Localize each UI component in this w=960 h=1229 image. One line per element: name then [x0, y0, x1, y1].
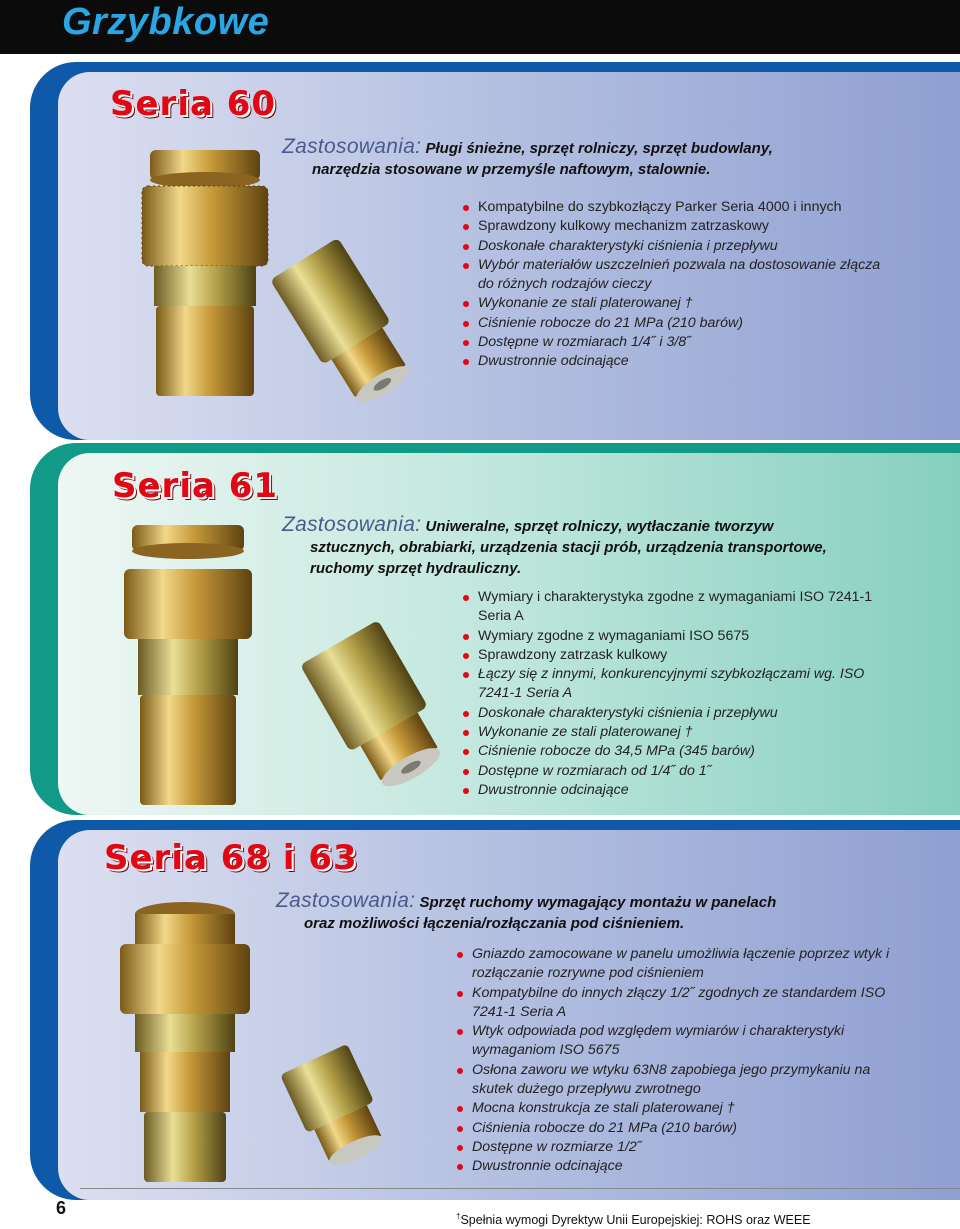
list-item: Sprawdzony kulkowy mechanizm zatrzaskowy: [462, 217, 892, 236]
list-item: Mocna konstrukcja ze stali platerowanej †: [456, 1099, 896, 1118]
list-item: Gniazdo zamocowane w panelu umożliwia łączenie poprzez wtyk i rozłączanie rozrywne pod ciśnieniem: [456, 945, 896, 984]
feature-list: [462, 198, 892, 372]
list-item: Dostępne w rozmiarach 1/4˝ i 3/8˝: [462, 333, 892, 352]
footer-divider: [80, 1188, 960, 1189]
feature-list: [456, 945, 896, 1177]
applications-line: Sprzęt ruchomy wymagający montażu w panelach: [419, 894, 777, 911]
applications-label: Zastosowania:: [282, 513, 422, 536]
list-item: Wtyk odpowiada pod względem wymiarów i charakterystyki wymaganiom ISO 5675: [456, 1022, 896, 1061]
list-item: Dostępne w rozmiarze 1/2˝: [456, 1138, 896, 1157]
section-title: Seria 68 i 63: [104, 838, 358, 878]
list-item: Kompatybilne do szybkozłączy Parker Seria 4000 i innych: [462, 198, 892, 217]
applications-line: Pługi śnieżne, sprzęt rolniczy, sprzęt budowlany,: [425, 140, 773, 157]
feature-list: [462, 588, 882, 800]
list-item: Sprawdzony zatrzask kulkowy: [462, 646, 882, 665]
list-item: Doskonałe charakterystyki ciśnienia i przepływu: [462, 237, 892, 256]
footnote-text: Spełnia wymogi Dyrektyw Unii Europejskiej: ROHS oraz WEEE: [460, 1213, 811, 1228]
page-header: [0, 0, 960, 54]
list-item: Wymiary zgodne z wymaganiami ISO 5675: [462, 627, 882, 646]
list-item: Wymiary i charakterystyka zgodne z wymaganiami ISO 7241-1 Seria A: [462, 588, 882, 627]
applications-line: sztucznych, obrabiarki, urządzenia stacji prób, urządzenia transportowe,: [310, 539, 827, 556]
list-item: Kompatybilne do innych złączy 1/2˝ zgodnych ze standardem ISO 7241-1 Seria A: [456, 984, 896, 1023]
list-item: Dwustronnie odcinające: [462, 352, 892, 371]
list-item: Dostępne w rozmiarach od 1/4˝ do 1˝: [462, 762, 882, 781]
section-title: Seria 60: [110, 84, 277, 124]
page-number: 6: [56, 1198, 67, 1218]
coupler-photo-seria-61: [110, 525, 440, 815]
footnote: [456, 1212, 811, 1227]
section-title: Seria 61: [112, 466, 279, 506]
applications-label: Zastosowania:: [276, 889, 416, 912]
list-item: Osłona zaworu we wtyku 63N8 zapobiega jego przymykaniu na skutek dużego przepływu zwrotnego: [456, 1061, 896, 1100]
list-item: Ciśnienie robocze do 34,5 MPa (345 barów): [462, 742, 882, 761]
list-item: Łączy się z innymi, konkurencyjnymi szybkozłączami wg. ISO 7241-1 Seria A: [462, 665, 882, 704]
footnote-mark: †: [456, 1212, 461, 1221]
page-title: Grzybkowe: [62, 1, 270, 43]
list-item: Doskonałe charakterystyki ciśnienia i przepływu: [462, 704, 882, 723]
list-item: Wykonanie ze stali platerowanej †: [462, 723, 882, 742]
list-item: Dwustronnie odcinające: [456, 1157, 896, 1176]
applications-label: Zastosowania:: [282, 135, 422, 158]
applications-line: narzędzia stosowane w przemyśle naftowym, stalownie.: [312, 161, 711, 178]
list-item: Ciśnienia robocze do 21 MPa (210 barów): [456, 1119, 896, 1138]
list-item: Ciśnienie robocze do 21 MPa (210 barów): [462, 314, 892, 333]
coupler-photo-seria-60: [120, 150, 450, 410]
list-item: Wykonanie ze stali platerowanej †: [462, 294, 892, 313]
applications-line: ruchomy sprzęt hydrauliczny.: [310, 560, 522, 577]
coupler-photo-seria-68-63: [110, 900, 410, 1190]
list-item: Dwustronnie odcinające: [462, 781, 882, 800]
list-item: Wybór materiałów uszczelnień pozwala na dostosowanie złącza do różnych rodzajów cieczy: [462, 256, 892, 295]
applications-line: oraz możliwości łączenia/rozłączania pod ciśnieniem.: [304, 915, 685, 932]
applications-line: Uniweralne, sprzęt rolniczy, wytłaczanie tworzyw: [425, 518, 774, 535]
